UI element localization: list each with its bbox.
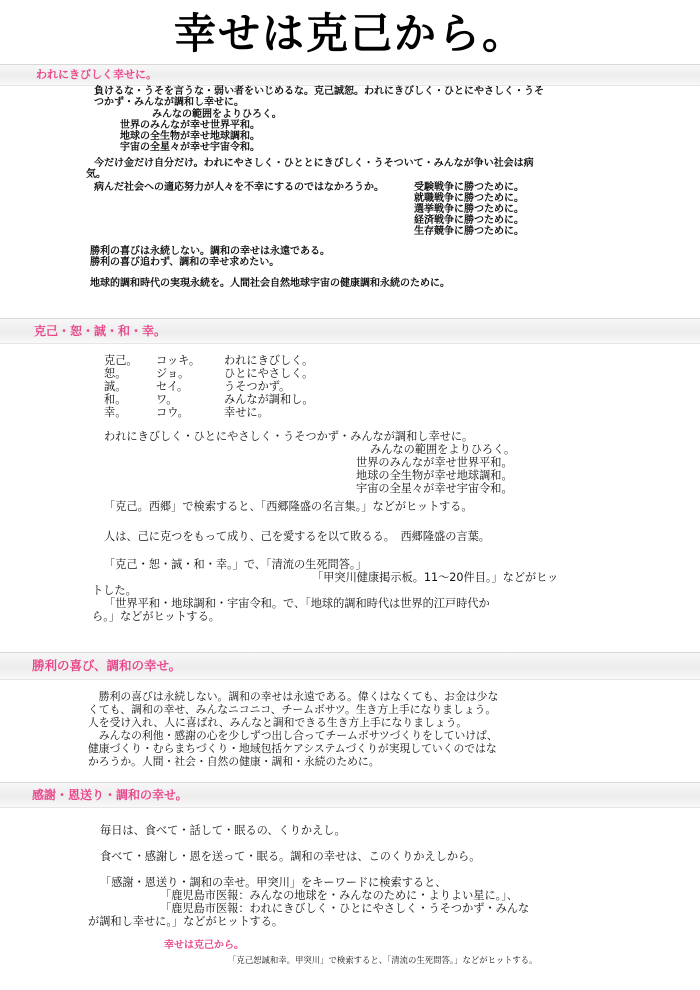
poem-block: みんなの範囲をよりひろく。 世界のみんなが幸せ世界平和。 地球の全生物が幸せ地球調和。 宇宙の全星々が幸せ宇宙令和。 xyxy=(120,109,282,153)
section-heading-2: 克己・恕・誠・和・幸。 xyxy=(34,324,167,338)
paragraph: 「克己・恕・誠・和・幸。」で、「清流の生死問答。」 xyxy=(104,558,367,571)
section-heading-1: われにきびしく幸せに。 xyxy=(36,68,157,81)
paragraph: 地球的調和時代の実現永続を。人間社会自然地球宇宙の健康調和永続のために。 xyxy=(90,278,450,289)
paragraph: 人は、己に克つをもって成り、己を愛するを以て敗るる。 西郷隆盛の言葉。 xyxy=(104,530,490,543)
section-heading-3: 勝利の喜び、調和の幸せ。 xyxy=(32,658,182,673)
page-title: 幸せは克己から。 xyxy=(173,9,526,58)
paragraph: 毎日は、食べて・話して・眠るの、くりかえし。 xyxy=(100,824,346,837)
section-heading-4: 感謝・恩送り・調和の幸せ。 xyxy=(32,788,188,802)
paragraph: 負けるな・うそを言うな・弱い者をいじめるな。克己誠恕。われにきびしく・ひとにやさしく・うそ つかず・みんなが調和し幸せに。 xyxy=(94,86,544,108)
paragraph: 「鹿児島市医報：みんなの地球を・みんなのために・よりよい星に。」、 xyxy=(160,889,518,902)
paragraph: 「鹿児島市医報：われにきびしく・ひとにやさしく・うそつかず・みんな xyxy=(160,902,530,915)
paragraph: 「甲突川健康掲示板。11～20件目。」などがヒッ xyxy=(312,571,559,584)
meaning-column: われにきびしく。 ひとにやさしく。 うそつかず。 みんなが調和し。 幸せに。 xyxy=(224,354,314,419)
paragraph: われにきびしく・ひとにやさしく・うそつかず・みんなが調和し幸せに。 xyxy=(104,430,474,443)
paragraph: 今だけ金だけ自分だけ。われにやさしく・ひととにきびしく・うそついて・みんなが争い社会は病 気。 xyxy=(86,158,534,180)
paragraph: 病んだ社会への適応努力が人々を不幸にするのではなかろうか。 xyxy=(94,182,384,193)
paragraph: 食べて・感謝し・恩を送って・眠る。調和の幸せは、このくりかえしから。 xyxy=(100,850,481,863)
paragraph: 勝利の喜びは永続しない。調和の幸せは永遠である。偉くはなくても、お金は少な くても、調和の幸せ、みんなニコニコ、チームボサツ。生き方上手になりましょう。 人を受け入れ、人に喜ばれ、みんなと調和できる生き方上手になりましょう。 みんなの利他・感謝の心を少しずつ出し合ってチームボサツづくりをしていけば、 健康づくり・むらまちづくり・地域包括ケアシステムづくりが実現していくのではな かろうか。人間・社会・自然の健康・調和・永続のために。 xyxy=(88,690,499,768)
paragraph: 勝利の喜びは永続しない。調和の幸せは永遠である。 勝利の喜び追わず、調和の幸せ求めたい。 xyxy=(90,246,330,268)
paragraph: 「克己。西郷」で検索すると、「西郷隆盛の名言集。」などがヒットする。 xyxy=(104,500,473,513)
term-column: 克己。 恕。 誠。 和。 幸。 xyxy=(104,354,138,419)
wars-list: 受験戦争に勝つために。 就職戦争に勝つために。 選挙戦争に勝つために。 経済戦争に勝つために。 生存競争に勝つために。 xyxy=(414,182,524,237)
tagline: 幸せは克己から。 xyxy=(164,940,244,951)
paragraph: 「世界平和・地球調和・宇宙令和。で、「地球的調和時代は世界的江戸時代か ら。」などがヒットする。 xyxy=(92,597,490,623)
footer-note: 「克己恕誠和幸。甲突川」で検索すると、「清流の生死問答。」などがヒットする。 xyxy=(228,955,538,965)
poem-block: みんなの範囲をよりひろく。 世界のみんなが幸せ世界平和。 地球の全生物が幸せ地球調和。 宇宙の全星々が幸せ宇宙令和。 xyxy=(356,443,516,495)
reading-column: コッキ。 ジョ。 セイ。 ワ。 コウ。 xyxy=(156,354,201,419)
paragraph: トした。 xyxy=(92,584,137,597)
paragraph: が調和し幸せに。」などがヒットする。 xyxy=(88,915,284,928)
paragraph: 「感謝・恩送り・調和の幸せ。甲突川」をキーワードに検索すると、 xyxy=(100,876,447,889)
